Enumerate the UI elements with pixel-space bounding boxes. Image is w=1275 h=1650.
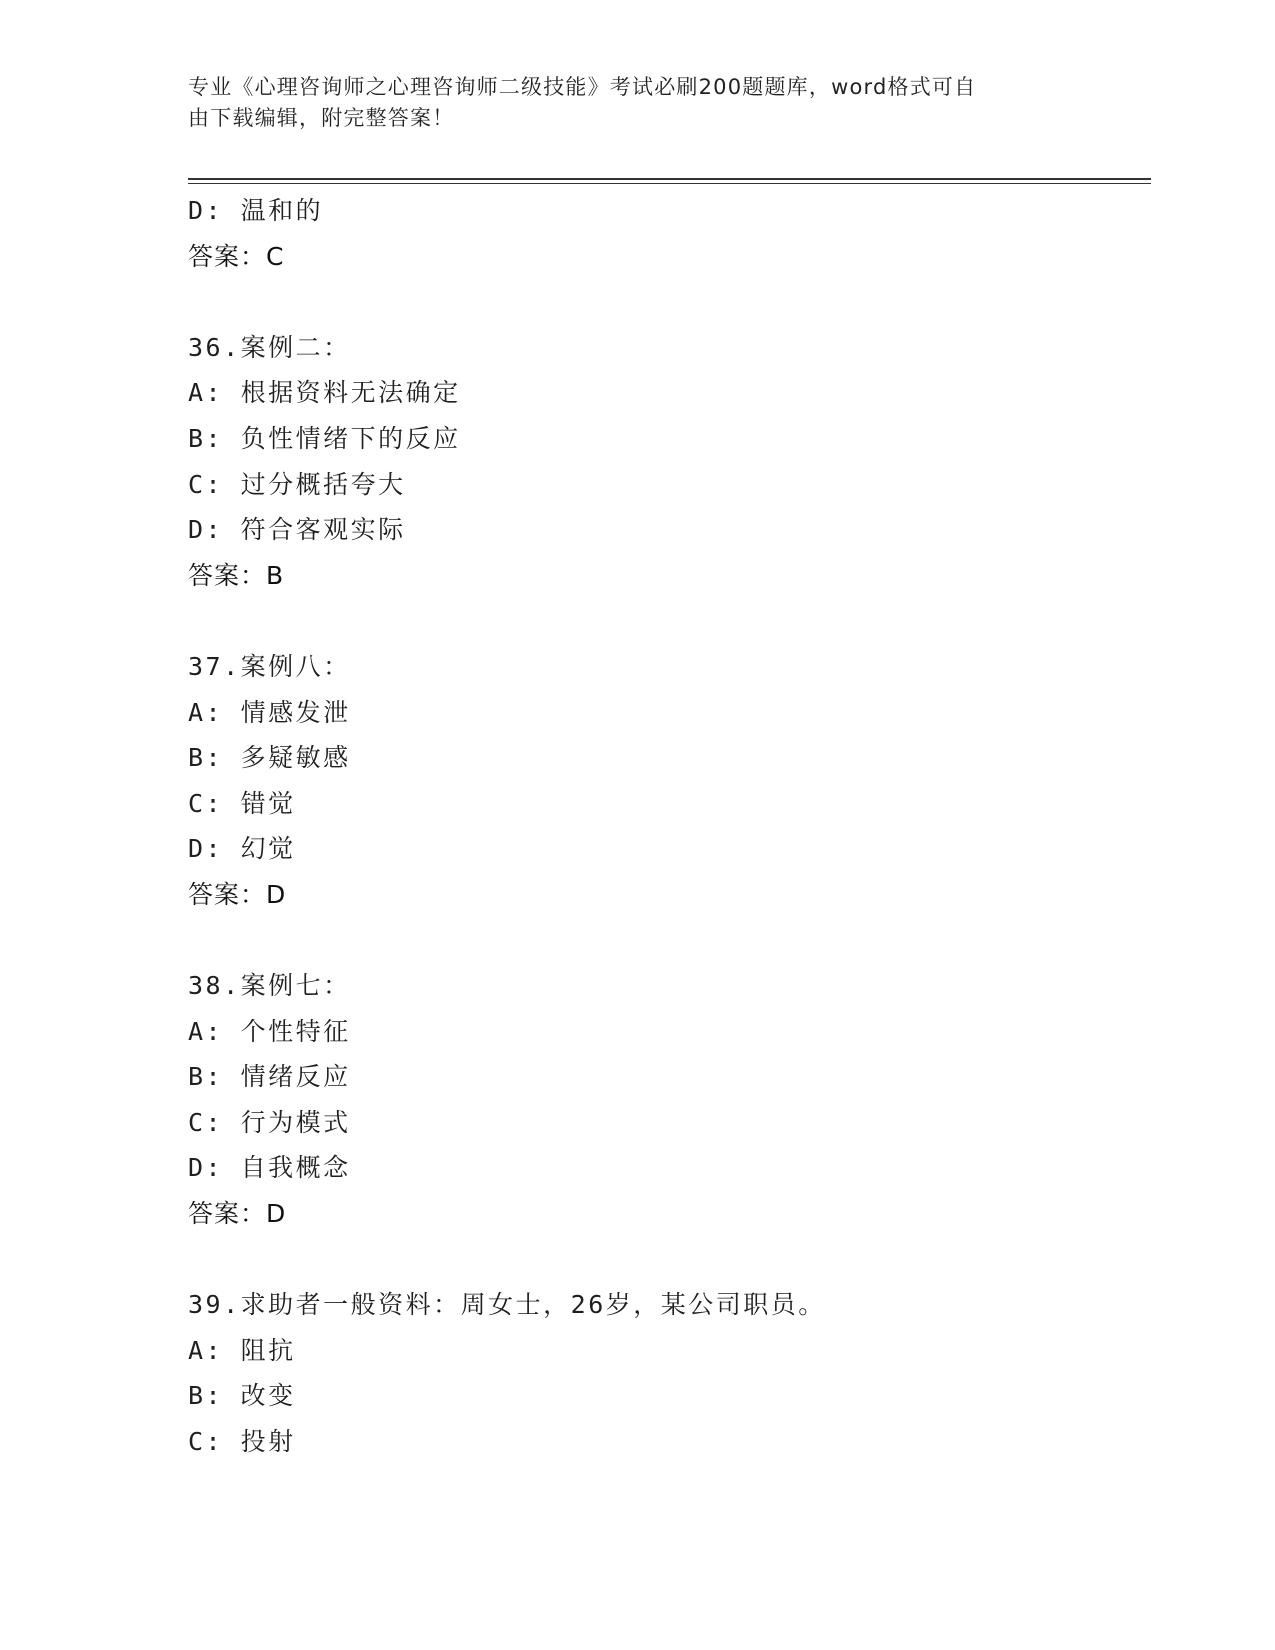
document-header — [188, 72, 1088, 134]
spacer — [188, 918, 1151, 964]
option-c: C: 行为模式 — [188, 1107, 351, 1137]
spacer — [188, 279, 1151, 325]
option-d: D: 自我概念 — [188, 1153, 351, 1183]
option-c: C: 投射 — [188, 1427, 296, 1457]
spacer — [188, 1237, 1151, 1283]
option-a: A: 个性特征 — [188, 1016, 351, 1046]
answer-line: 答案：D — [188, 1199, 287, 1229]
answer-line: 答案：C — [188, 241, 285, 271]
answer-line: 答案：B — [188, 560, 285, 590]
option-c: C: 错觉 — [188, 788, 296, 818]
option-b: B: 情绪反应 — [188, 1062, 351, 1092]
question-title: 36.案例二： — [188, 332, 351, 362]
question-title: 38.案例七： — [188, 971, 351, 1001]
spacer — [188, 598, 1151, 644]
header-line-2: 由下载编辑，附完整答案！ — [188, 106, 455, 130]
option-d: D: 温和的 — [188, 196, 324, 225]
answer-line: 答案：D — [188, 879, 287, 909]
option-a: A: 阻抗 — [188, 1335, 296, 1365]
option-d: D: 幻觉 — [188, 834, 296, 864]
option-b: B: 改变 — [188, 1381, 296, 1411]
header-divider-thin — [188, 183, 1151, 184]
option-a: A: 根据资料无法确定 — [188, 378, 461, 408]
option-c: C: 过分概括夸大 — [188, 469, 406, 499]
question-list — [188, 188, 1151, 1465]
header-divider-thick — [188, 178, 1151, 180]
option-b: B: 负性情绪下的反应 — [188, 423, 461, 453]
option-b: B: 多疑敏感 — [188, 743, 351, 773]
option-d: D: 符合客观实际 — [188, 515, 406, 545]
question-title: 37.案例八： — [188, 651, 351, 681]
header-line-1: 专业《心理咨询师之心理咨询师二级技能》考试必刷200题题库，word格式可自 — [188, 75, 977, 99]
option-a: A: 情感发泄 — [188, 697, 351, 727]
question-title: 39.求助者一般资料：周女士，26岁，某公司职员。 — [188, 1290, 826, 1320]
